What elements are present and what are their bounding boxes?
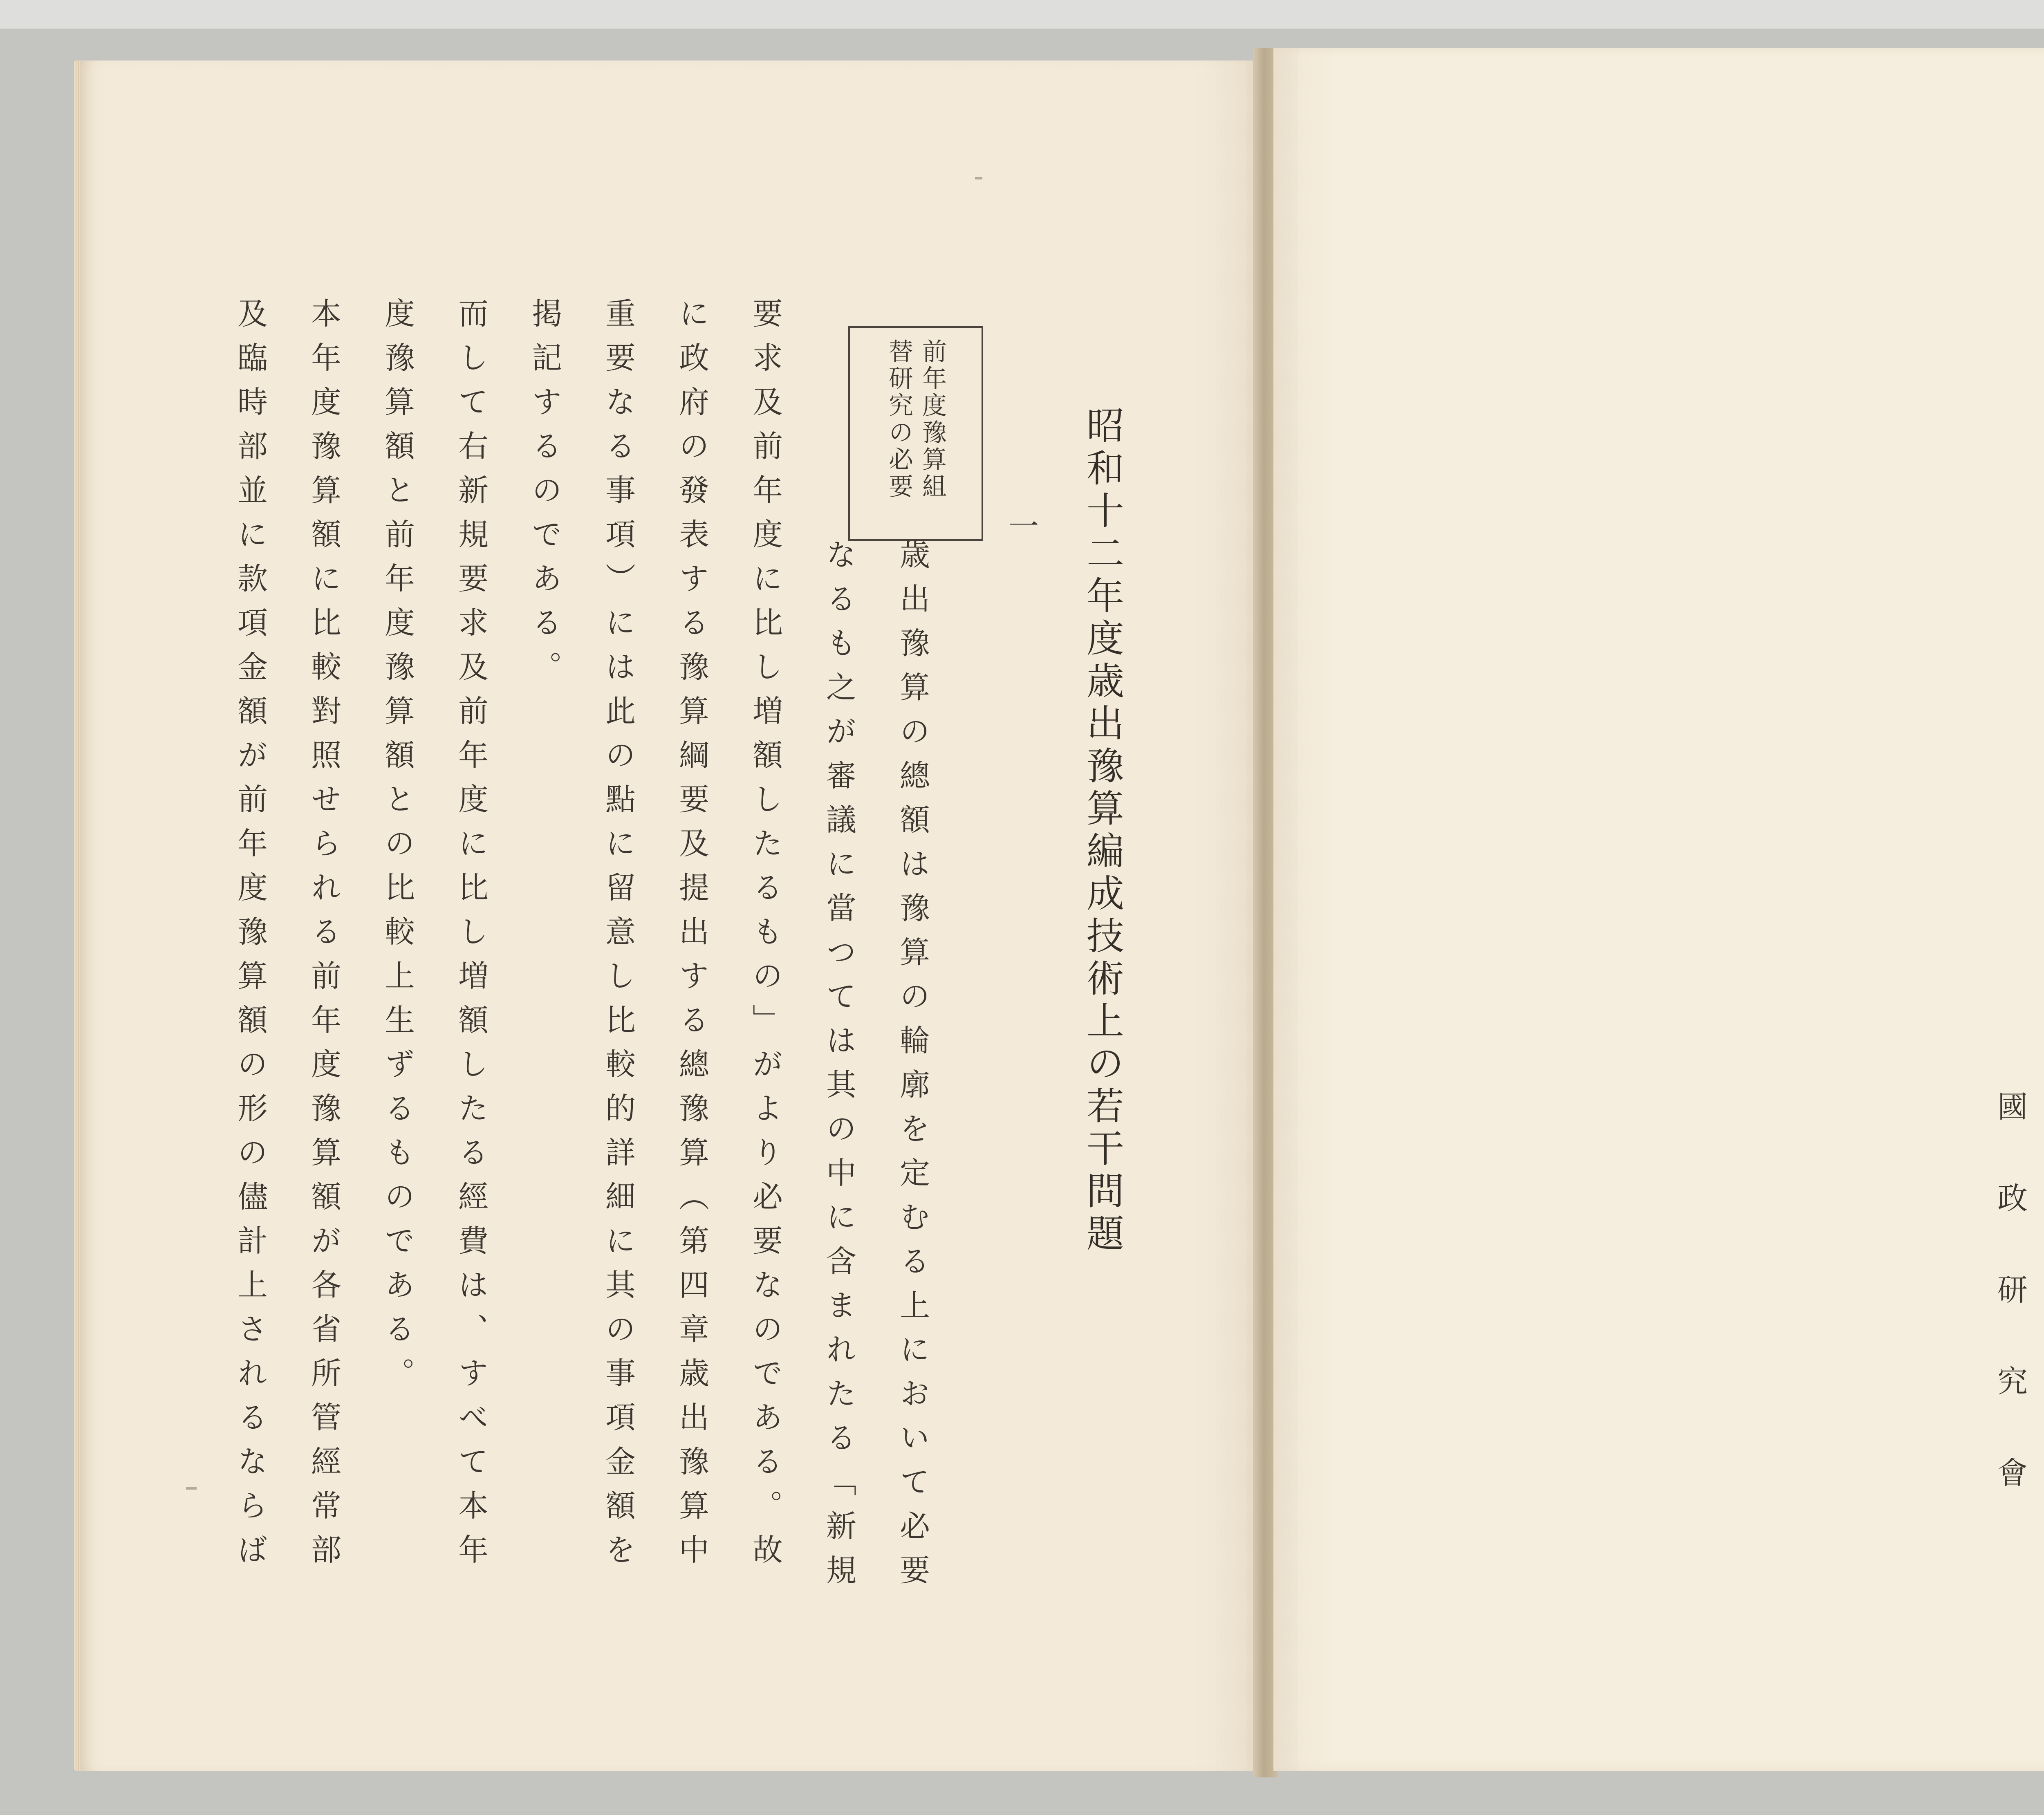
open-book bbox=[80, 48, 2044, 1777]
text-column: 歳出豫算の總額は豫算の輪廓を定むる上において必要 bbox=[895, 539, 930, 1598]
side-note-line: 前年度豫算組 bbox=[918, 338, 947, 500]
text-column: 度豫算額と前年度豫算額との比較上生ずるものである。 bbox=[380, 298, 415, 1401]
left-page bbox=[80, 60, 1261, 1771]
side-note-box bbox=[848, 326, 983, 541]
text-column: 重要なる事項）には此の點に留意し比較的詳細に其の事項金額を bbox=[601, 298, 636, 1578]
text-column: 而して右新規要求及前年度に比し増額したる經費は、すべて本年 bbox=[453, 298, 489, 1578]
margin-mark bbox=[975, 177, 982, 179]
section-number: 一 bbox=[1004, 510, 1039, 540]
right-page bbox=[1273, 48, 2044, 1771]
page-title: 昭和十二年度歳出豫算編成技術上の若干問題 bbox=[1080, 406, 1124, 1256]
text-column: 要求及前年度に比し増額したるもの」がより必要なのである。故 bbox=[748, 298, 783, 1578]
text-column: なるも之が審議に當つては其の中に含まれたる「新規 bbox=[821, 539, 856, 1598]
background-strip bbox=[0, 0, 2044, 29]
text-column: に政府の發表する豫算綱要及提出する總豫算（第四章歳出豫算中 bbox=[674, 298, 709, 1578]
side-note-line: 替研究の必要 bbox=[885, 338, 913, 500]
text-column: 掲記するのである。 bbox=[527, 298, 562, 695]
margin-mark bbox=[186, 1487, 197, 1490]
text-column: 本年度豫算額に比較對照せられる前年度豫算額が各省所管經常部 bbox=[306, 298, 341, 1578]
signature: 國政研究會 bbox=[1992, 1091, 2028, 1548]
text-column: 及臨時部並に款項金額が前年度豫算額の形の儘計上されるならば bbox=[233, 298, 268, 1578]
